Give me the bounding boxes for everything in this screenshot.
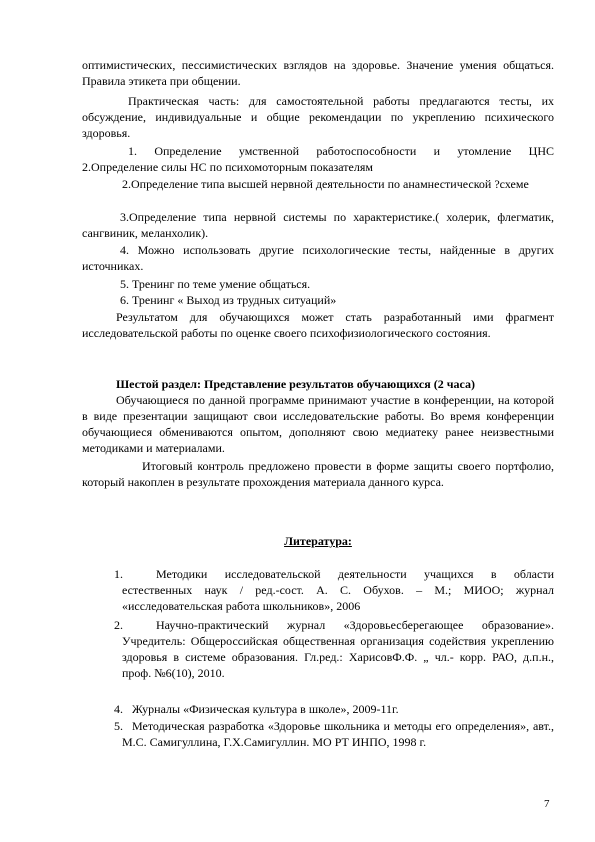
literature-item	[82, 617, 554, 681]
section-6-heading: Шестой раздел: Представление результатов обучающихся (2 часа)	[116, 377, 475, 391]
page-number: 7	[544, 798, 550, 810]
literature-item-number: 4.	[114, 702, 123, 716]
paragraph-conference: Обучающиеся по данной программе принимают участие в конференции, на которой в виде презентации защищают свои исследовательские работы. Во время конференции обучающиеся обмениваются опытом, дополняют свою медиатеку ранее неизвестными методиками и материалами.	[82, 393, 554, 455]
paragraph-practical-part: Практическая часть: для самостоятельной работы предлагаются тесты, их обсуждение, индивидуальные и общие рекомендации по укреплению психического здоровья.	[82, 94, 554, 140]
list-item-test-4: 4. Можно использовать другие психологические тесты, найденные в других источниках.	[82, 243, 554, 273]
literature-heading: Литература:	[284, 534, 352, 548]
literature-item	[82, 566, 554, 614]
paragraph-final-control: Итоговый контроль предложено провести в форме защиты своего портфолио, который накоплен в результате прохождения материала данного курса.	[82, 459, 554, 489]
list-item-training-6: 6. Тренинг « Выход из трудных ситуаций»	[120, 293, 337, 307]
list-item-test-2a: 2.Определение силы НС по психомоторным показателям	[82, 160, 373, 174]
literature-item-text: Методики исследовательской деятельности учащихся в области естественных наук / ред.-сост. А. С. Обухов. – М.; МИОО; журнал «исследовательская работа школьников», 2006	[122, 567, 554, 613]
paragraph-result: Результатом для обучающихся может стать разработанный ими фрагмент исследовательской работы по оценке своего психофизиологического состояния.	[82, 310, 554, 340]
list-item-training-5: 5. Тренинг по теме умение общаться.	[120, 277, 311, 291]
paragraph-attitudes: оптимистических, пессимистических взглядов на здоровье. Значение умения общаться. Правила этикета при общении.	[82, 58, 554, 88]
literature-item-number: 2.	[114, 618, 123, 632]
literature-item-text: Научно-практический журнал «Здоровьесберегающее образование». Учредитель: Общероссийская общественная организация содействия укреплению здоровья в системе образования. Гл.ред.: ХарисовФ.Ф. „ чл.- корр. РАО, д.п.н., проф. №6(10), 2010.	[122, 618, 554, 680]
list-item-test-1: 1. Определение умственной работоспособности и утомление ЦНС	[128, 144, 554, 158]
list-item-test-2b: 2.Определение типа высшей нервной деятельности по анамнестической ?схеме	[122, 177, 529, 191]
literature-item	[82, 701, 554, 717]
literature-item-number: 1.	[114, 567, 123, 581]
literature-item-number: 5.	[114, 719, 123, 733]
list-item-test-3: 3.Определение типа нервной системы по характеристике.( холерик, флегматик, сангвиник, меланхолик).	[82, 210, 554, 240]
literature-item	[82, 718, 554, 750]
literature-item-text: Методическая разработка «Здоровье школьника и методы его определения», авт., М.С. Самигуллина, Г.Х.Самигуллин. МО РТ ИНПО, 1998 г.	[122, 719, 554, 749]
literature-item-text: Журналы «Физическая культура в школе», 2009-11г.	[132, 702, 399, 716]
